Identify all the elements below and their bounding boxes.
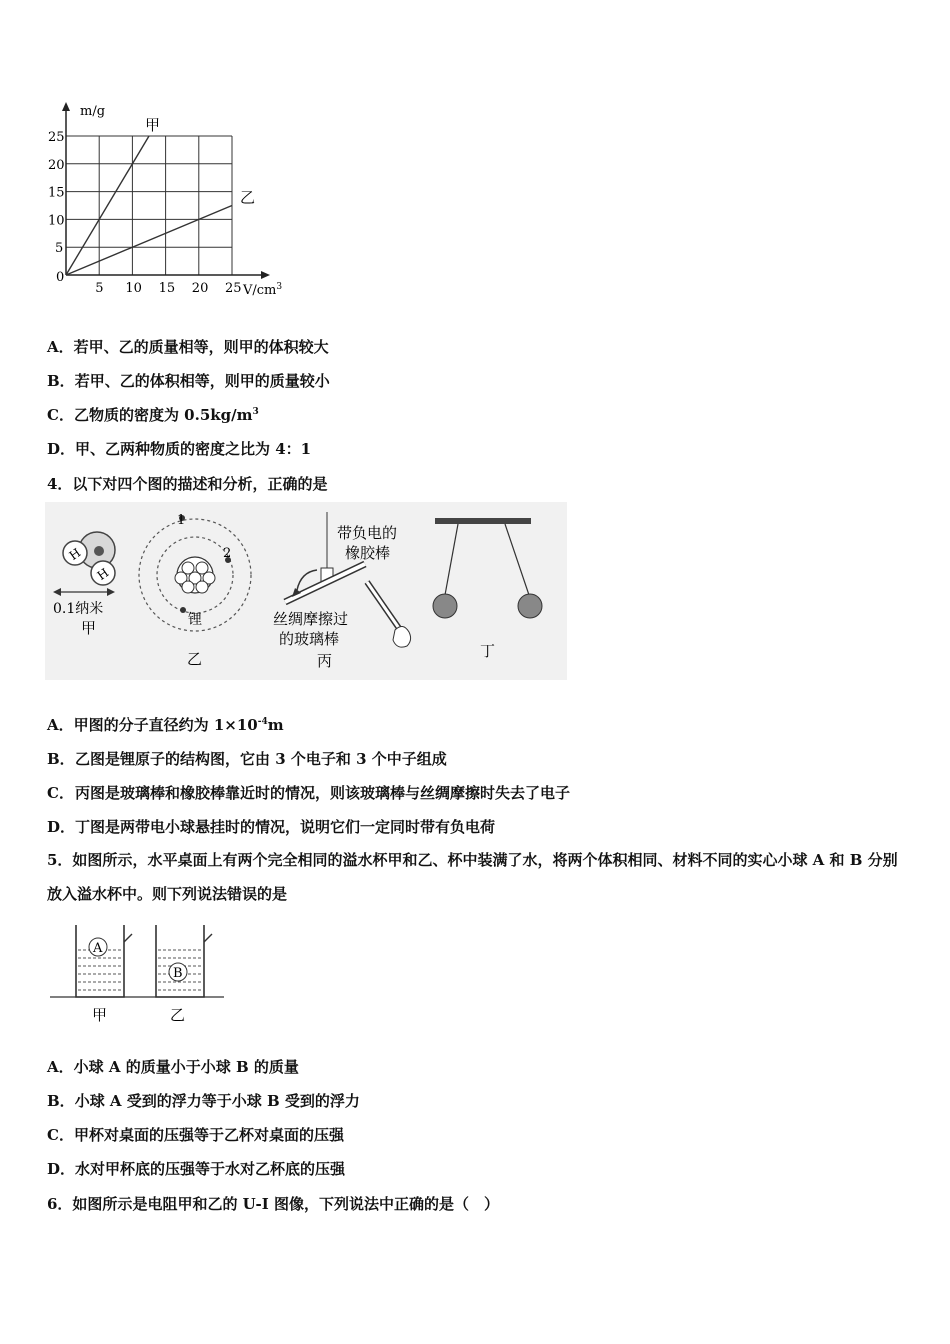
chart-grid [66,136,232,275]
glass-rod-label-1: 丝绸摩擦过 [273,610,349,628]
svg-text:H: H [94,565,112,583]
lithium-label: 锂 [188,612,202,628]
molecule-scale-label: 0.1纳米 [53,601,104,617]
caption-yi: 乙 [187,650,203,668]
q4-stem: 4．以下对四个图的描述和分析，正确的是 [47,475,328,493]
q4-option-b-text: 乙图是锂原子的结构图，它由 3 个电子和 3 个中子组成 [75,750,447,768]
q4-option-c: C． [47,784,74,802]
caption-jia: 甲 [81,619,97,637]
orbit-1-label: 1 [177,513,186,528]
q3-option-d: D．甲、乙两种物质的密度之比为 4：1 [47,440,312,458]
x-axis-label: $V/cm^3$ [243,282,283,298]
y-tick-label: 15 [48,185,65,201]
rubber-rod-label-1: 带负电的 [337,524,398,542]
q4-figure [45,502,567,680]
q5-option-b: B．小球 A 受到的浮力等于小球 B 受到的浮力 [47,1092,360,1110]
y-tick-label: 20 [48,157,65,173]
y-tick-label: 25 [48,130,65,145]
q5-stem: 5．如图所示，水平桌面上有两个完全相同的溢水杯甲和乙、杯中装满了水，将两个体积相同、材料不同的实心小球 A 和 B 分别放入溢水杯中。则下列说法错误的是 [47,851,898,903]
mass-volume-chart [40,95,300,305]
caption-ding: 丁 [480,642,496,660]
q3-option-a: A．若甲、乙的质量相等，则甲的体积较大 [47,338,329,356]
series-line-yi [66,206,232,276]
q4-option-b: B． [47,750,75,768]
y-tick-label: 5 [55,241,64,257]
q3-option-c: C．乙物质的密度为 $0.5kg/m^3$ [47,406,259,424]
q4-option-c-text: 丙图是玻璃棒和橡胶棒靠近时的情况，则该玻璃棒与丝绸摩擦时失去了电子 [75,784,571,802]
q4-option-d: D． [47,818,76,836]
y-tick-label: 10 [48,213,65,229]
y-axis-label: m/g [80,104,106,119]
ball-a-label: A [93,941,103,956]
series-line-jia [66,136,149,275]
ball-b-label: B [173,966,183,981]
rubber-rod-label-2: 橡胶棒 [345,544,391,562]
overflow-cups-figure [48,920,228,1030]
series-label-yi: 乙 [240,188,256,207]
cup-jia-label: 甲 [92,1006,108,1024]
caption-bing: 丙 [317,652,333,670]
q5-option-d: D．水对甲杯底的压强等于水对乙杯底的压强 [47,1160,346,1178]
x-tick-label: 25 [225,281,242,296]
q5-option-a: A．小球 A 的质量小于小球 B 的质量 [47,1058,299,1076]
series-label-jia: 甲 [145,116,161,134]
x-tick-label: 10 [125,281,142,296]
x-tick-label: 20 [191,281,209,296]
orbit-2-label: 2 [223,546,232,561]
glass-rod-label-2: 的玻璃棒 [279,630,340,648]
q4-option-a: A．甲图的分子直径约为 $1\times 10^{-4}m$ [47,716,284,734]
origin-label: 0 [56,270,65,285]
q4-option-d-text: 丁图是两带电小球悬挂时的情况，说明它们一定同时带有负电荷 [75,818,496,836]
x-tick-label: 5 [95,281,104,296]
cup-yi-label: 乙 [170,1006,186,1024]
q3-option-b: B．若甲、乙的体积相等，则甲的质量较小 [47,372,330,390]
q6-stem: 6．如图所示是电阻甲和乙的 U-I 图像，下列说法中正确的是（ ） [47,1195,499,1213]
x-tick-label: 15 [158,281,176,296]
q5-option-c: C．甲杯对桌面的压强等于乙杯对桌面的压强 [47,1126,344,1144]
svg-text:H: H [66,545,84,563]
